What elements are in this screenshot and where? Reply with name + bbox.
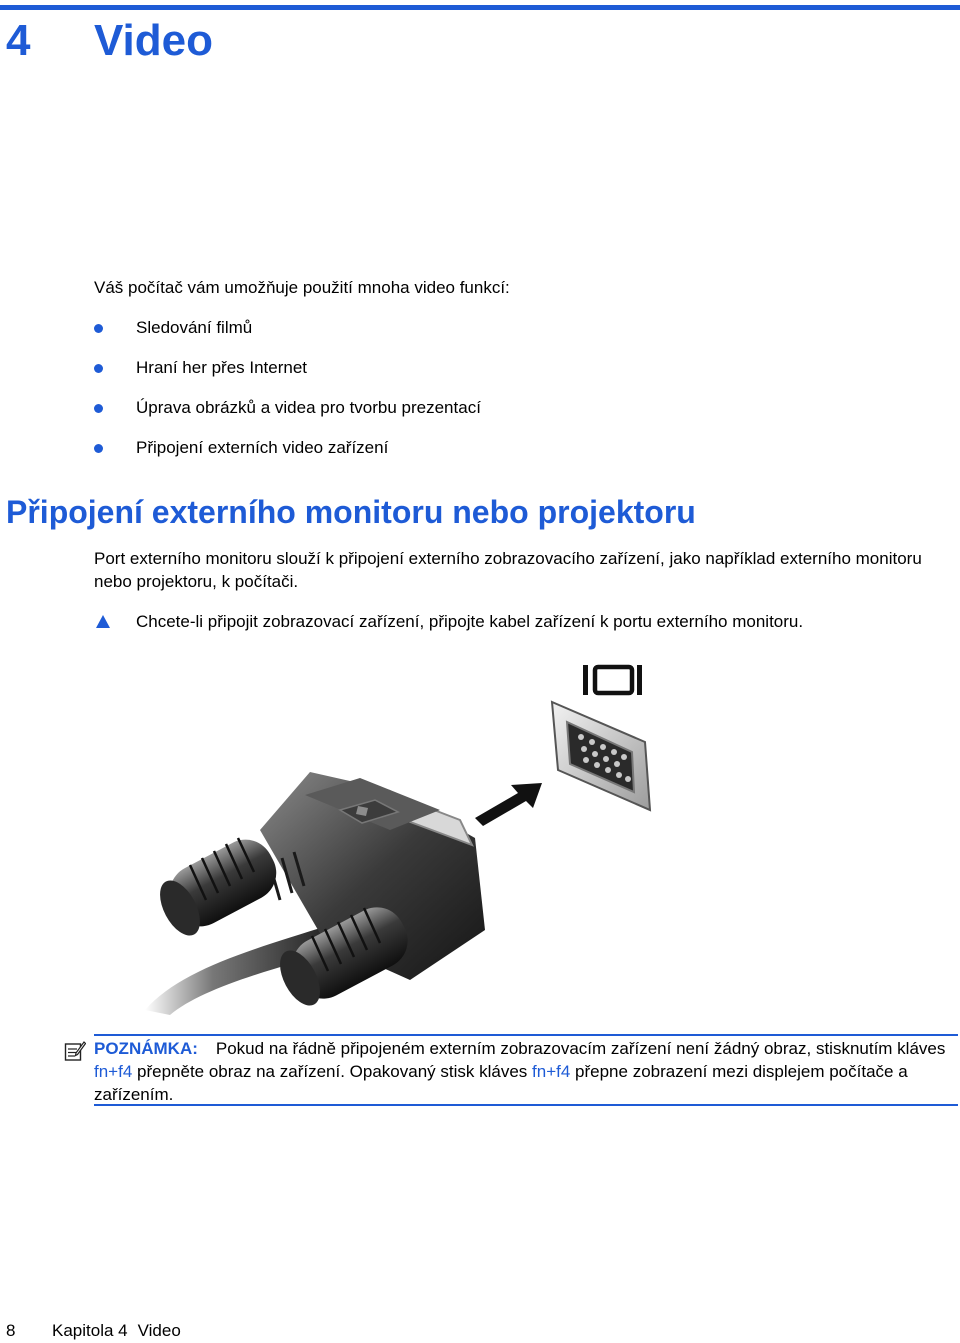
chapter-title-text: Video — [94, 16, 214, 65]
monitor-port-icon — [583, 665, 642, 695]
warning-text: Chcete-li připojit zobrazovací zařízení, připojte kabel zařízení k portu externího monitoru. — [136, 612, 804, 631]
bullet-dot-icon — [94, 324, 103, 333]
vga-connector-illustration — [140, 660, 670, 1015]
note-text-part: přepne zobrazení mezi displejem počítače a zařízením. — [94, 1062, 908, 1104]
key-combo: fn+f4 — [532, 1062, 571, 1081]
note-text — [94, 1037, 958, 1106]
footer-chapter-name: Video — [137, 1321, 181, 1340]
warning-triangle-icon — [96, 615, 110, 628]
chapter-title — [6, 14, 213, 68]
note-rule-top — [94, 1034, 958, 1036]
note-label: POZNÁMKA: — [94, 1039, 198, 1058]
list-item-text: Připojení externích video zařízení — [136, 438, 389, 457]
arrow-icon — [475, 783, 542, 826]
list-item-text: Úprava obrázků a videa pro tvorbu prezentací — [136, 398, 481, 417]
page-footer — [6, 1320, 181, 1342]
intro-paragraph: Váš počítač vám umožňuje použití mnoha video funkcí: — [94, 278, 510, 297]
chapter-number: 4 — [6, 16, 31, 65]
note-pencil-icon — [64, 1040, 86, 1062]
note-rule-bottom — [94, 1104, 958, 1106]
note-text-part: Pokud na řádně připojeném externím zobrazovacím zařízení není žádný obraz, stisknutím kláves — [215, 1039, 946, 1058]
top-rule — [0, 5, 960, 10]
section-title: Připojení externího monitoru nebo projektoru — [6, 494, 696, 530]
bullet-dot-icon — [94, 444, 103, 453]
list-item-text: Hraní her přes Internet — [136, 358, 308, 377]
section-body: Port externího monitoru slouží k připojení externího zobrazovacího zařízení, jako například externího monitoru nebo projektoru, k počítači. — [94, 549, 922, 591]
bullet-dot-icon — [94, 364, 103, 373]
list-item-text: Sledování filmů — [136, 318, 253, 337]
note-text-part: přepněte obraz na zařízení. Opakovaný stisk kláves — [132, 1062, 533, 1081]
note-box — [60, 1034, 960, 1108]
vga-port — [552, 702, 650, 810]
page-number: 8 — [6, 1321, 16, 1340]
bullet-dot-icon — [94, 404, 103, 413]
footer-chapter-label: Kapitola 4 — [52, 1321, 128, 1340]
key-combo: fn+f4 — [94, 1062, 133, 1081]
